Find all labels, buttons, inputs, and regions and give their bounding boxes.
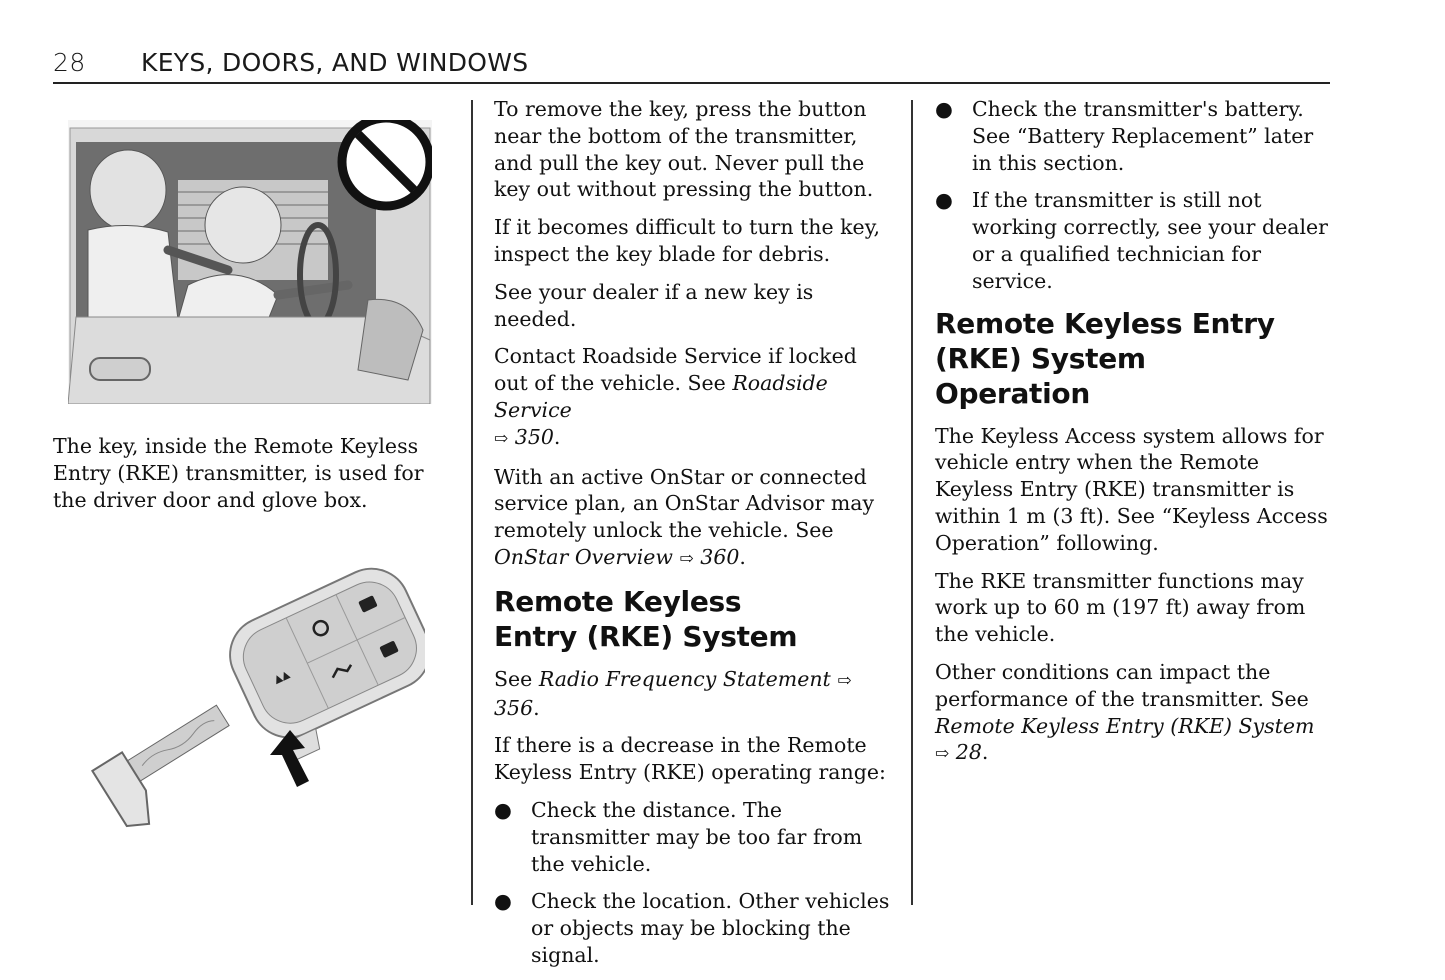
section-title: KEYS, DOORS, AND WINDOWS [141,48,529,77]
rke-transmitter-illustration [85,555,425,859]
paragraph-radio-frequency: See Radio Frequency Statement ⇨ 356. [494,666,852,720]
list-item: ● Check the location. Other vehicles or objects may be blocking the signal. [494,889,890,967]
bullet-icon: ● [935,188,953,213]
page-header [53,48,1330,84]
paragraph-range-decrease: If there is a decrease in the Remote Keyless Entry (RKE) operating range: [494,733,886,785]
paragraph-other-conditions: Other conditions can impact the performance of the transmitter. See Remote Keyless Entry (RKE) System ⇨ 28. [935,659,1315,765]
column-3 [935,96,1330,779]
paragraph-range: The RKE transmitter functions may work up to 60 m (197 ft) away from the vehicle. [935,568,1306,647]
page-ref-radio[interactable]: 356 [494,695,534,720]
children-in-car-illustration [68,120,432,408]
paragraph-key-debris: If it becomes difficult to turn the key, inspect the key blade for debris. [494,215,881,266]
page-ref-roadside[interactable]: 350 [514,424,554,449]
page-ref-rke[interactable]: 28 [955,740,982,765]
page-ref-arrow-icon: ⇨ [679,548,694,569]
page-ref-arrow-icon: ⇨ [837,670,852,691]
list-item: ● Check the transmitter's battery. See “Battery Replacement” later in this section. [935,97,1314,175]
paragraph-roadside: Contact Roadside Service if locked out of the vehicle. See Roadside Service ⇨ 350. [494,344,857,449]
bullet-icon: ● [935,97,953,121]
column-divider [911,100,913,905]
bullet-icon: ● [494,797,512,822]
column-1 [53,433,453,524]
column-divider [471,100,473,905]
paragraph-remove-key: To remove the key, press the button near the bottom of the transmitter, and pull the key out. Never pull the key out without pressing the button. [494,97,874,202]
heading-rke-operation: Remote Keyless Entry (RKE) System Operation [935,306,1275,410]
paragraph-new-key: See your dealer if a new key is needed. [494,279,814,331]
paragraph-keyless-access: The Keyless Access system allows for vehicle entry when the Remote Keyless Entry (RKE) transmitter is within 1 m (3 ft). See “Keyless Access Operation” following. [935,423,1328,555]
paragraph-onstar: With an active OnStar or connected service plan, an OnStar Advisor may remotely unlock the vehicle. See OnStar Overview ⇨ 360. [494,464,875,569]
bullet-icon: ● [494,889,512,914]
column-2 [494,96,894,980]
link-onstar-overview[interactable]: OnStar Overview [494,544,673,569]
page-number: 28 [53,48,86,77]
link-rke-system[interactable]: Remote Keyless Entry (RKE) System [935,713,1315,738]
heading-rke-system: Remote Keyless Entry (RKE) System [494,584,798,653]
list-item: ● Check the distance. The transmitter may be too far from the vehicle. [494,797,863,876]
link-roadside-service[interactable]: Roadside Service [494,371,828,422]
page-ref-arrow-icon: ⇨ [935,744,950,765]
page-ref-arrow-icon: ⇨ [494,428,509,449]
figure-caption: The key, inside the Remote Keyless Entry (RKE) transmitter, is used for the driver door and glove box. [53,434,424,512]
list-item: ● If the transmitter is still not working correctly, see your dealer or a qualified technician for service. [935,188,1328,293]
page-ref-onstar[interactable]: 360 [700,544,740,569]
link-radio-frequency[interactable]: Radio Frequency Statement [538,666,831,691]
